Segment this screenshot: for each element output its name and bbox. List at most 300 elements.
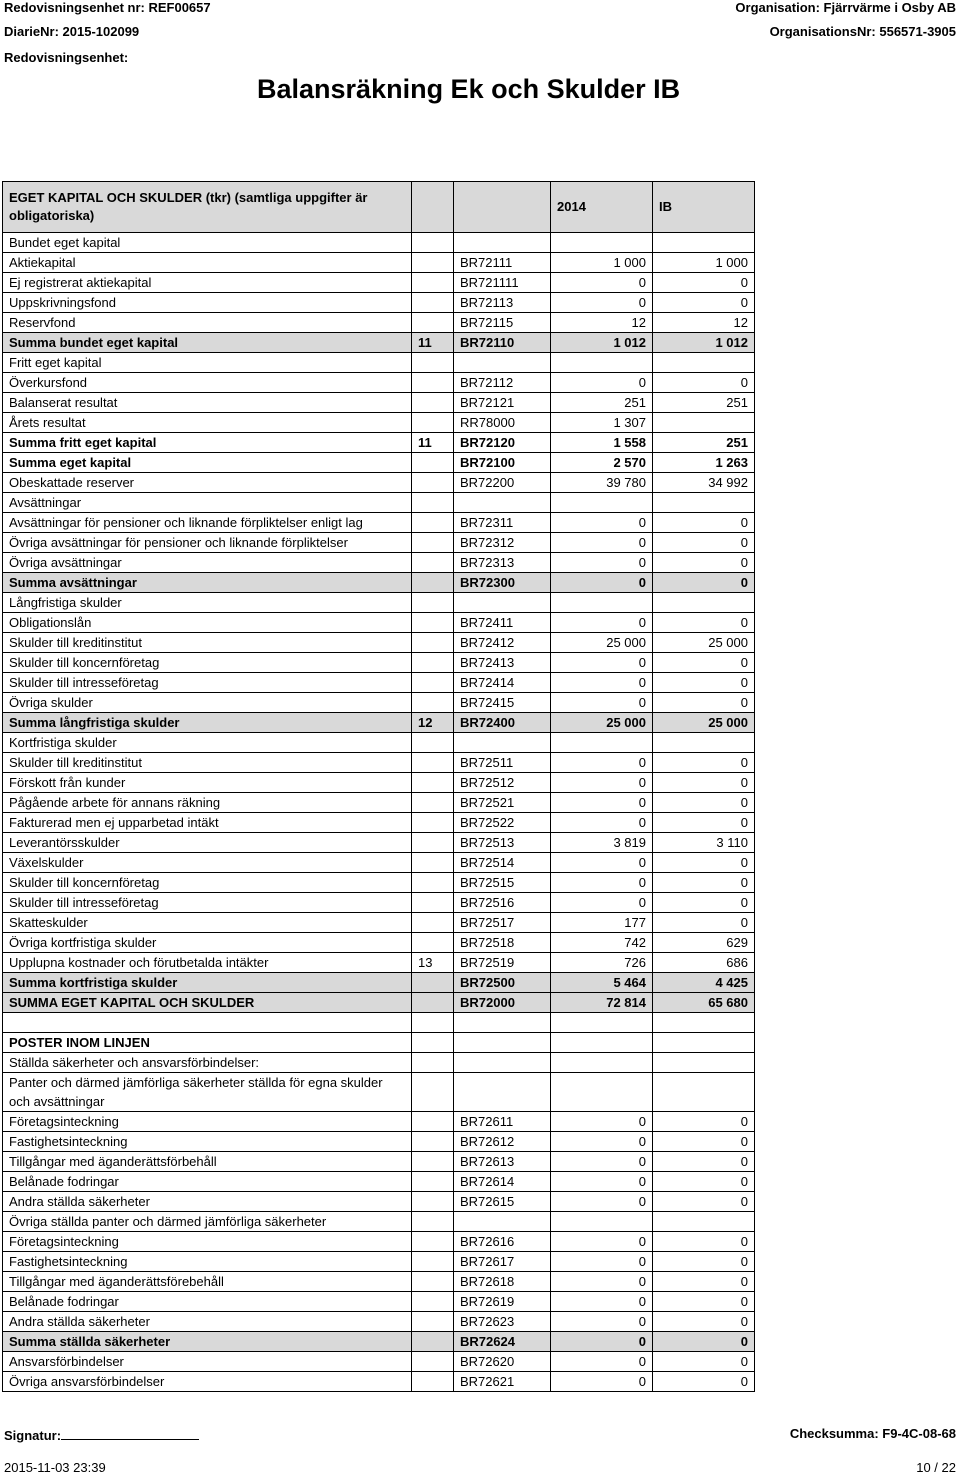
row-value-ib: 0: [653, 773, 755, 793]
row-label: Skulder till intresseföretag: [3, 673, 412, 693]
row-note: [412, 233, 454, 253]
row-label: Leverantörsskulder: [3, 833, 412, 853]
row-code: BR72100: [454, 453, 551, 473]
table-row: [3, 1152, 755, 1172]
row-note: [412, 533, 454, 553]
row-label: Bundet eget kapital: [3, 233, 412, 253]
row-label: Summa avsättningar: [3, 573, 412, 593]
row-code: BR72112: [454, 373, 551, 393]
row-label: Företagsinteckning: [3, 1112, 412, 1132]
row-note: [412, 1292, 454, 1312]
row-value-ib: 0: [653, 913, 755, 933]
row-note: [412, 1212, 454, 1232]
row-value-ib: 0: [653, 1232, 755, 1252]
row-value-2014: 0: [551, 273, 653, 293]
row-label: Överkursfond: [3, 373, 412, 393]
row-note: [412, 1352, 454, 1372]
row-value-2014: 1 000: [551, 253, 653, 273]
row-value-2014: 0: [551, 653, 653, 673]
row-code: BR72500: [454, 973, 551, 993]
row-note: [412, 353, 454, 373]
row-label: Skulder till kreditinstitut: [3, 753, 412, 773]
row-value-2014: [551, 593, 653, 613]
row-value-2014: 12: [551, 313, 653, 333]
row-value-2014: 0: [551, 293, 653, 313]
row-note: [412, 693, 454, 713]
row-note: 11: [412, 333, 454, 353]
table-header-row: [3, 182, 755, 233]
row-note: [412, 1312, 454, 1332]
table-row: [3, 933, 755, 953]
row-label: Kortfristiga skulder: [3, 733, 412, 753]
table-row: [3, 673, 755, 693]
row-value-2014: 0: [551, 893, 653, 913]
table-row: [3, 653, 755, 673]
row-label: Övriga ställda panter och därmed jämförliga säkerheter: [3, 1212, 412, 1232]
row-code: BR72415: [454, 693, 551, 713]
table-row: [3, 773, 755, 793]
table-row: [3, 533, 755, 553]
row-value-2014: 0: [551, 1252, 653, 1272]
row-value-2014: 1 012: [551, 333, 653, 353]
row-value-ib: 12: [653, 313, 755, 333]
row-value-2014: 2 570: [551, 453, 653, 473]
row-value-ib: 25 000: [653, 633, 755, 653]
row-value-ib: 0: [653, 813, 755, 833]
table-row: [3, 893, 755, 913]
row-value-ib: 0: [653, 293, 755, 313]
row-code: BR72121: [454, 393, 551, 413]
row-code: BR72411: [454, 613, 551, 633]
table-row: [3, 953, 755, 973]
row-note: [412, 393, 454, 413]
row-label: Fritt eget kapital: [3, 353, 412, 373]
row-note: [412, 1033, 454, 1053]
row-note: 11: [412, 433, 454, 453]
row-label: Växelskulder: [3, 853, 412, 873]
table-row: [3, 513, 755, 533]
row-code: [454, 1013, 551, 1033]
row-label: Tillgångar med äganderättsförbehåll: [3, 1152, 412, 1172]
row-note: [412, 1192, 454, 1212]
row-value-ib: 0: [653, 553, 755, 573]
row-code: BR72518: [454, 933, 551, 953]
row-label: Summa ställda säkerheter: [3, 1332, 412, 1352]
table-row: [3, 993, 755, 1013]
table-row: [3, 393, 755, 413]
row-value-ib: 0: [653, 1272, 755, 1292]
row-label: Ej registrerat aktiekapital: [3, 273, 412, 293]
row-code: [454, 1212, 551, 1232]
table-row: [3, 293, 755, 313]
row-note: [412, 1132, 454, 1152]
row-code: BR72412: [454, 633, 551, 653]
table-row: [3, 1352, 755, 1372]
row-value-2014: 25 000: [551, 713, 653, 733]
balance-table: [2, 181, 755, 1392]
row-note: [412, 413, 454, 433]
row-value-2014: 0: [551, 1132, 653, 1152]
header-ib: IB: [653, 182, 755, 233]
table-row: [3, 713, 755, 733]
row-label: Övriga avsättningar för pensioner och liknande förpliktelser: [3, 533, 412, 553]
row-value-2014: 5 464: [551, 973, 653, 993]
row-label: Balanserat resultat: [3, 393, 412, 413]
row-value-2014: [551, 493, 653, 513]
signature-label: Signatur:: [4, 1428, 62, 1443]
row-code: BR72111: [454, 253, 551, 273]
row-code: BR72620: [454, 1352, 551, 1372]
row-code: BR72613: [454, 1152, 551, 1172]
row-label: Skatteskulder: [3, 913, 412, 933]
row-code: BR72516: [454, 893, 551, 913]
row-value-2014: 0: [551, 813, 653, 833]
table-row: [3, 273, 755, 293]
row-label: Årets resultat: [3, 413, 412, 433]
row-value-2014: 0: [551, 753, 653, 773]
page-title: Balansräkning Ek och Skulder IB: [257, 74, 681, 104]
table-row: [3, 573, 755, 593]
row-note: [412, 753, 454, 773]
row-value-2014: 0: [551, 1372, 653, 1392]
row-value-2014: [551, 1212, 653, 1232]
row-value-2014: 0: [551, 1332, 653, 1352]
row-code: BR72200: [454, 473, 551, 493]
row-code: [454, 233, 551, 253]
organisation-name: Organisation: Fjärrvärme i Osby AB: [735, 0, 956, 15]
row-note: [412, 853, 454, 873]
row-value-ib: 251: [653, 433, 755, 453]
row-note: [412, 593, 454, 613]
row-code: BR72513: [454, 833, 551, 853]
row-code: [454, 733, 551, 753]
row-code: BR72515: [454, 873, 551, 893]
row-code: BR72511: [454, 753, 551, 773]
row-note: [412, 253, 454, 273]
row-value-ib: [653, 413, 755, 433]
row-label: Skulder till kreditinstitut: [3, 633, 412, 653]
row-note: [412, 793, 454, 813]
table-row: [3, 253, 755, 273]
row-code: RR78000: [454, 413, 551, 433]
table-row: [3, 633, 755, 653]
row-value-2014: 177: [551, 913, 653, 933]
row-label: Belånade fodringar: [3, 1172, 412, 1192]
row-value-2014: 0: [551, 1272, 653, 1292]
row-value-ib: 0: [653, 1172, 755, 1192]
row-code: BR72512: [454, 773, 551, 793]
row-note: [412, 833, 454, 853]
row-label: Andra ställda säkerheter: [3, 1192, 412, 1212]
row-value-ib: [653, 593, 755, 613]
row-code: BR72000: [454, 993, 551, 1013]
row-note: [412, 913, 454, 933]
organisation-number: OrganisationsNr: 556571-3905: [769, 24, 956, 39]
row-code: [454, 1033, 551, 1053]
table-row: [3, 553, 755, 573]
row-value-2014: [551, 1053, 653, 1073]
row-value-2014: 0: [551, 1192, 653, 1212]
row-value-ib: 0: [653, 653, 755, 673]
row-value-ib: 0: [653, 613, 755, 633]
row-value-ib: 251: [653, 393, 755, 413]
row-value-ib: 0: [653, 793, 755, 813]
row-note: [412, 1232, 454, 1252]
row-label: Avsättningar för pensioner och liknande förpliktelser enligt lag: [3, 513, 412, 533]
row-note: 13: [412, 953, 454, 973]
row-value-2014: 0: [551, 673, 653, 693]
row-value-ib: 0: [653, 873, 755, 893]
row-code: BR72612: [454, 1132, 551, 1152]
row-code: BR72312: [454, 533, 551, 553]
row-value-ib: 0: [653, 1372, 755, 1392]
row-value-ib: 0: [653, 533, 755, 553]
row-value-ib: 0: [653, 373, 755, 393]
row-code: BR72113: [454, 293, 551, 313]
row-value-ib: [653, 1073, 755, 1112]
table-row: [3, 733, 755, 753]
row-value-2014: 0: [551, 773, 653, 793]
header-year: 2014: [551, 182, 653, 233]
row-label: Skulder till koncernföretag: [3, 653, 412, 673]
row-value-2014: 0: [551, 1172, 653, 1192]
table-row: [3, 353, 755, 373]
table-row: [3, 593, 755, 613]
row-label: Företagsinteckning: [3, 1232, 412, 1252]
row-code: [454, 1053, 551, 1073]
row-code: BR72617: [454, 1252, 551, 1272]
row-label: Summa bundet eget kapital: [3, 333, 412, 353]
row-note: [412, 733, 454, 753]
row-note: [412, 873, 454, 893]
row-code: BR72514: [454, 853, 551, 873]
table-row: [3, 1232, 755, 1252]
row-note: [412, 773, 454, 793]
table-row: [3, 1172, 755, 1192]
row-note: [412, 633, 454, 653]
table-row: [3, 453, 755, 473]
row-label: Aktiekapital: [3, 253, 412, 273]
row-label: POSTER INOM LINJEN: [3, 1033, 412, 1053]
row-label: Summa kortfristiga skulder: [3, 973, 412, 993]
row-value-ib: 0: [653, 1352, 755, 1372]
row-code: BR72614: [454, 1172, 551, 1192]
row-value-ib: 0: [653, 853, 755, 873]
row-value-2014: 72 814: [551, 993, 653, 1013]
table-row: [3, 793, 755, 813]
row-value-ib: 0: [653, 673, 755, 693]
row-note: [412, 373, 454, 393]
row-code: BR72619: [454, 1292, 551, 1312]
row-code: BR72522: [454, 813, 551, 833]
row-note: [412, 1252, 454, 1272]
row-code: BR72400: [454, 713, 551, 733]
row-value-2014: 0: [551, 693, 653, 713]
row-label: Övriga avsättningar: [3, 553, 412, 573]
table-row: [3, 1073, 755, 1112]
row-value-2014: 0: [551, 573, 653, 593]
row-note: [412, 893, 454, 913]
row-value-2014: 0: [551, 1352, 653, 1372]
table-row: [3, 433, 755, 453]
table-row: [3, 1132, 755, 1152]
row-value-ib: 0: [653, 1292, 755, 1312]
row-label: Panter och därmed jämförliga säkerheter ställda för egna skulder och avsättningar: [3, 1073, 412, 1112]
row-value-2014: 0: [551, 1152, 653, 1172]
row-note: [412, 673, 454, 693]
row-note: [412, 1013, 454, 1033]
row-code: BR72110: [454, 333, 551, 353]
row-label: Belånade fodringar: [3, 1292, 412, 1312]
row-label: Skulder till koncernföretag: [3, 873, 412, 893]
table-row: [3, 973, 755, 993]
checksum: Checksumma: F9-4C-08-68: [789, 1426, 956, 1441]
row-value-ib: [653, 1013, 755, 1033]
table-row: [3, 613, 755, 633]
table-row: [3, 473, 755, 493]
table-row: [3, 833, 755, 853]
row-note: [412, 653, 454, 673]
row-value-ib: 65 680: [653, 993, 755, 1013]
row-label: Reservfond: [3, 313, 412, 333]
row-note: [412, 493, 454, 513]
row-value-ib: 25 000: [653, 713, 755, 733]
header-label: EGET KAPITAL OCH SKULDER (tkr) (samtliga uppgifter är obligatoriska): [3, 182, 412, 233]
table-row: [3, 813, 755, 833]
row-code: BR72616: [454, 1232, 551, 1252]
row-value-ib: 629: [653, 933, 755, 953]
row-label: Summa långfristiga skulder: [3, 713, 412, 733]
row-label: Summa eget kapital: [3, 453, 412, 473]
table-row: [3, 493, 755, 513]
row-note: 12: [412, 713, 454, 733]
row-label: Fastighetsinteckning: [3, 1252, 412, 1272]
table-row: [3, 753, 755, 773]
table-row: [3, 873, 755, 893]
row-value-ib: 0: [653, 1332, 755, 1352]
row-code: BR72624: [454, 1332, 551, 1352]
row-value-ib: [653, 733, 755, 753]
row-label: SUMMA EGET KAPITAL OCH SKULDER: [3, 993, 412, 1013]
row-label: Summa fritt eget kapital: [3, 433, 412, 453]
row-value-ib: 1 263: [653, 453, 755, 473]
row-code: BR72611: [454, 1112, 551, 1132]
row-code: BR72413: [454, 653, 551, 673]
signature: [4, 1426, 199, 1444]
row-note: [412, 1172, 454, 1192]
table-row: [3, 1372, 755, 1392]
table-row: [3, 1332, 755, 1352]
row-value-2014: 0: [551, 1292, 653, 1312]
table-row: [3, 313, 755, 333]
row-value-2014: 0: [551, 1232, 653, 1252]
row-note: [412, 1372, 454, 1392]
row-label: Övriga kortfristiga skulder: [3, 933, 412, 953]
row-code: BR72414: [454, 673, 551, 693]
row-label: Fastighetsinteckning: [3, 1132, 412, 1152]
table-row: [3, 1212, 755, 1232]
row-label: Långfristiga skulder: [3, 593, 412, 613]
row-value-2014: 0: [551, 793, 653, 813]
row-value-2014: 0: [551, 853, 653, 873]
row-value-2014: [551, 233, 653, 253]
row-note: [412, 1112, 454, 1132]
row-value-ib: [653, 353, 755, 373]
table-row: [3, 1252, 755, 1272]
row-note: [412, 573, 454, 593]
table-row: [3, 1033, 755, 1053]
row-label: Obeskattade reserver: [3, 473, 412, 493]
row-note: [412, 293, 454, 313]
row-value-ib: 0: [653, 893, 755, 913]
row-value-2014: [551, 353, 653, 373]
row-value-2014: 1 307: [551, 413, 653, 433]
row-value-ib: 0: [653, 1252, 755, 1272]
row-note: [412, 453, 454, 473]
row-value-ib: [653, 493, 755, 513]
row-value-ib: 0: [653, 1192, 755, 1212]
row-label: Ansvarsförbindelser: [3, 1352, 412, 1372]
row-value-2014: 0: [551, 533, 653, 553]
row-value-2014: 39 780: [551, 473, 653, 493]
timestamp: 2015-11-03 23:39: [4, 1460, 106, 1475]
diary-number: DiarieNr: 2015-102099: [4, 24, 140, 39]
row-value-ib: 0: [653, 1112, 755, 1132]
table-row: [3, 1272, 755, 1292]
row-label: Upplupna kostnader och förutbetalda intäkter: [3, 953, 412, 973]
row-code: BR72311: [454, 513, 551, 533]
row-value-2014: 3 819: [551, 833, 653, 853]
row-label: Uppskrivningsfond: [3, 293, 412, 313]
row-note: [412, 813, 454, 833]
row-value-ib: 686: [653, 953, 755, 973]
page-number: 10 / 22: [916, 1460, 956, 1475]
row-value-ib: 0: [653, 273, 755, 293]
table-row: [3, 413, 755, 433]
row-label: Tillgångar med äganderättsförebehåll: [3, 1272, 412, 1292]
row-label: Pågående arbete för annans räkning: [3, 793, 412, 813]
row-value-ib: 0: [653, 753, 755, 773]
row-value-2014: 0: [551, 553, 653, 573]
table-row: [3, 1192, 755, 1212]
row-label: Skulder till intresseföretag: [3, 893, 412, 913]
row-value-ib: 1 012: [653, 333, 755, 353]
table-row: [3, 233, 755, 253]
row-code: BR72521: [454, 793, 551, 813]
row-code: [454, 593, 551, 613]
report-unit-label: Redovisningsenhet:: [4, 50, 129, 65]
row-value-ib: [653, 1212, 755, 1232]
row-value-ib: 0: [653, 693, 755, 713]
row-code: BR72615: [454, 1192, 551, 1212]
row-code: BR721111: [454, 273, 551, 293]
row-note: [412, 993, 454, 1013]
row-note: [412, 933, 454, 953]
row-value-ib: 1 000: [653, 253, 755, 273]
table-row: [3, 1013, 755, 1033]
row-note: [412, 973, 454, 993]
row-label: Ställda säkerheter och ansvarsförbindelser:: [3, 1053, 412, 1073]
row-value-ib: 4 425: [653, 973, 755, 993]
row-value-2014: 726: [551, 953, 653, 973]
row-value-ib: 0: [653, 1152, 755, 1172]
row-value-ib: [653, 1053, 755, 1073]
row-note: [412, 313, 454, 333]
row-value-2014: 0: [551, 373, 653, 393]
row-value-ib: 3 110: [653, 833, 755, 853]
row-code: BR72517: [454, 913, 551, 933]
row-value-2014: [551, 1073, 653, 1112]
